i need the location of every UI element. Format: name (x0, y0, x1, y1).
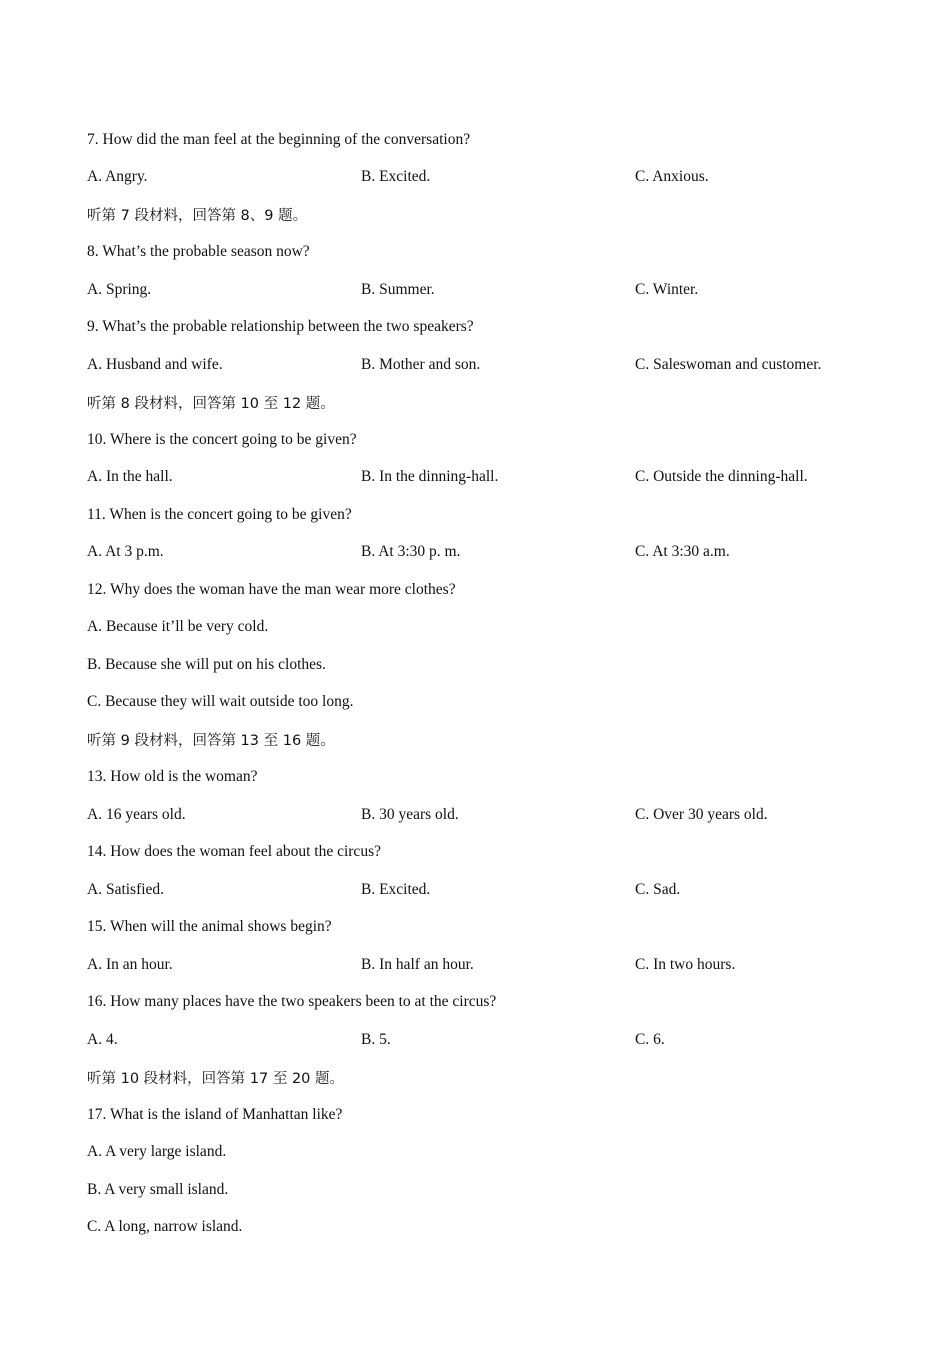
answer-options-row (87, 271, 907, 309)
answer-option: A. Because it’ll be very cold. (87, 618, 269, 636)
question-text: 10. Where is the concert going to be given? (87, 430, 357, 448)
answer-option: B. Summer. (361, 280, 435, 298)
answer-option: C. 6. (635, 1030, 665, 1048)
answer-options-row (87, 534, 907, 572)
answer-option: C. Because they will wait outside too long. (87, 693, 354, 711)
answer-options-row (87, 796, 907, 834)
answer-option: C. Anxious. (635, 168, 709, 186)
answer-option: B. In the dinning-hall. (361, 468, 499, 486)
answer-option: C. Sad. (635, 880, 681, 898)
answer-option: C. At 3:30 a.m. (635, 543, 730, 561)
question-text: 13. How old is the woman? (87, 768, 258, 786)
section-instruction: 听第 9 段材料，回答第 13 至 16 题。 (87, 733, 335, 750)
answer-option: B. 5. (361, 1030, 391, 1048)
answer-option: A. Angry. (87, 168, 148, 186)
answer-option: C. A long, narrow island. (87, 1218, 243, 1236)
section-instruction: 听第 8 段材料，回答第 10 至 12 题。 (87, 395, 335, 412)
answer-option: B. In half an hour. (361, 955, 474, 973)
answer-option: A. Satisfied. (87, 880, 165, 898)
question-text: 11. When is the concert going to be given? (87, 505, 352, 523)
exam-page (87, 121, 907, 1246)
answer-option: A. 4. (87, 1030, 118, 1048)
answer-option: C. Winter. (635, 280, 699, 298)
answer-option: A. At 3 p.m. (87, 543, 164, 561)
answer-options-row (87, 459, 907, 497)
question-text: 12. Why does the woman have the man wear more clothes? (87, 580, 456, 598)
question-text: 9. What’s the probable relationship between the two speakers? (87, 318, 474, 336)
answer-option: B. 30 years old. (361, 805, 459, 823)
answer-option: A. Spring. (87, 280, 152, 298)
question-text: 17. What is the island of Manhattan like? (87, 1105, 343, 1123)
answer-option: B. Excited. (361, 880, 431, 898)
section-instruction: 听第 10 段材料，回答第 17 至 20 题。 (87, 1070, 345, 1087)
answer-option: A. In the hall. (87, 468, 173, 486)
answer-options-row (87, 946, 907, 984)
answer-option: B. At 3:30 p. m. (361, 543, 461, 561)
question-text: 14. How does the woman feel about the circus? (87, 843, 381, 861)
answer-option: B. Because she will put on his clothes. (87, 655, 326, 673)
answer-options-row (87, 159, 907, 197)
answer-option: C. Outside the dinning-hall. (635, 468, 808, 486)
answer-option: C. Saleswoman and customer. (635, 355, 822, 373)
answer-options-row (87, 871, 907, 909)
answer-option: B. A very small island. (87, 1180, 229, 1198)
question-text: 16. How many places have the two speakers been to at the circus? (87, 993, 497, 1011)
answer-options-row (87, 1021, 907, 1059)
question-text: 8. What’s the probable season now? (87, 243, 310, 261)
answer-option: C. In two hours. (635, 955, 736, 973)
answer-option: A. A very large island. (87, 1143, 227, 1161)
answer-option: B. Excited. (361, 168, 431, 186)
question-text: 15. When will the animal shows begin? (87, 918, 332, 936)
answer-option: A. In an hour. (87, 955, 173, 973)
answer-option: A. 16 years old. (87, 805, 186, 823)
answer-options-row (87, 346, 907, 384)
answer-option: C. Over 30 years old. (635, 805, 768, 823)
question-text: 7. How did the man feel at the beginning of the conversation? (87, 130, 471, 148)
answer-option: B. Mother and son. (361, 355, 481, 373)
section-instruction: 听第 7 段材料，回答第 8、9 题。 (87, 208, 308, 225)
answer-option: A. Husband and wife. (87, 355, 223, 373)
